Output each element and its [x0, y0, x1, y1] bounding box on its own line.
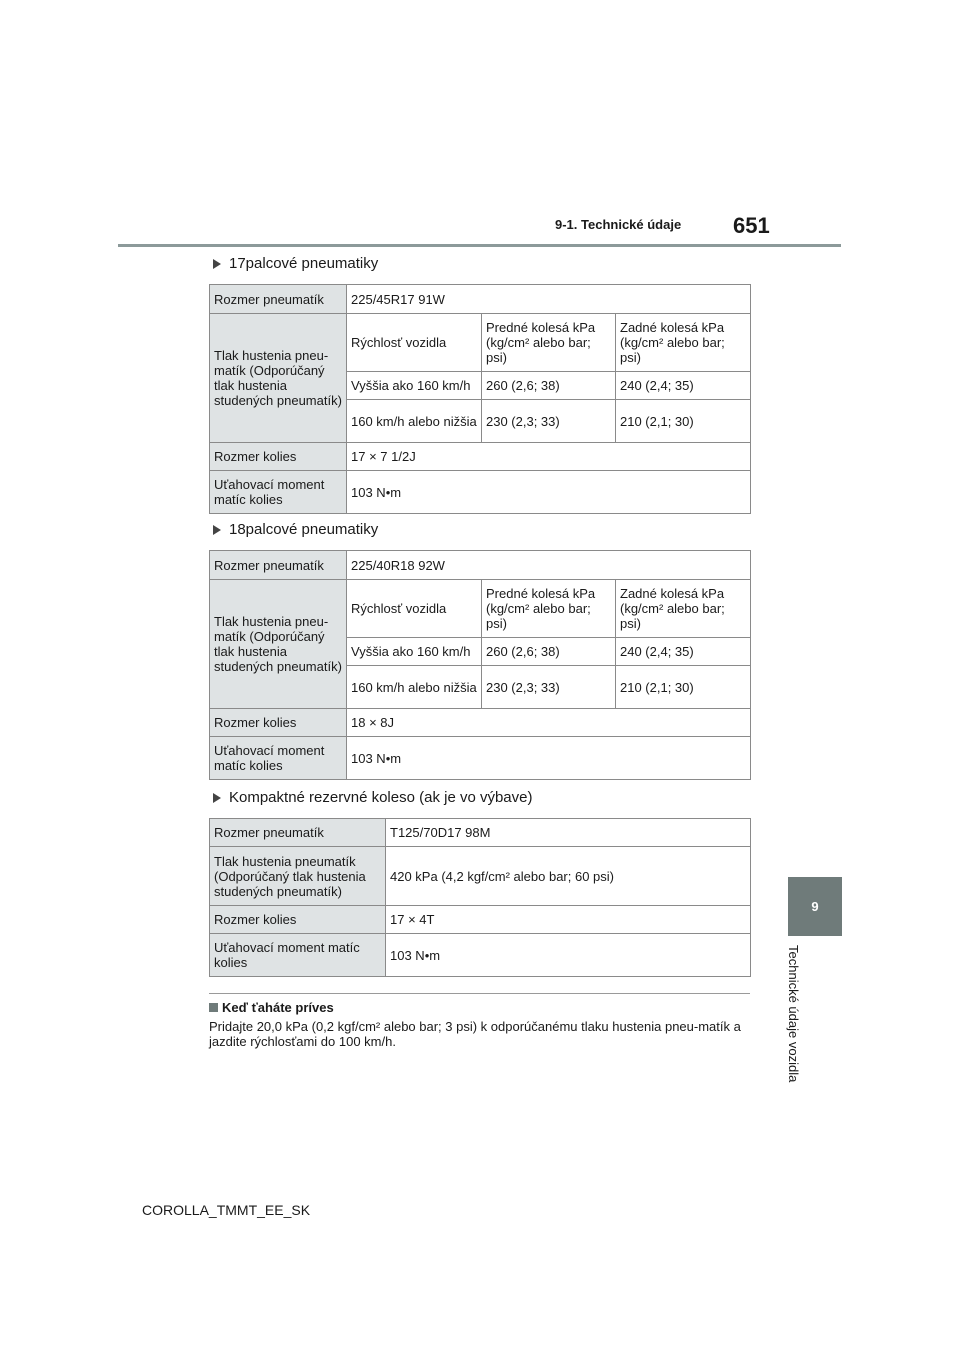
- row1-rear: 240 (2,4; 35): [616, 372, 751, 400]
- wheel-size-label: Rozmer kolies: [210, 443, 347, 471]
- wheel-size-label: Rozmer kolies: [210, 709, 347, 737]
- row2-speed: 160 km/h alebo nižšia: [347, 400, 482, 443]
- torque-label: Uťahovací moment matíc kolies: [210, 737, 347, 780]
- spec-table-17: [209, 284, 751, 514]
- triangle-bullet-icon: [213, 793, 221, 803]
- torque-label: Uťahovací moment matíc kolies: [210, 934, 386, 977]
- col-rear-header: Zadné kolesá kPa (kg/cm² alebo bar; psi): [616, 314, 751, 372]
- info-text: Pridajte 20,0 kPa (0,2 kgf/cm² alebo bar; 3 psi) k odporúčanému tlaku hustenia pneu-matík a jazdite rýchlosťami do 100 km/h.: [209, 1019, 741, 1049]
- row2-rear: 210 (2,1; 30): [616, 666, 751, 709]
- info-rule: [209, 993, 750, 994]
- header-rule: [118, 244, 841, 247]
- wheel-size-label: Rozmer kolies: [210, 906, 386, 934]
- col-speed-header: Rýchlosť vozidla: [347, 314, 482, 372]
- tire-size-value: 225/40R18 92W: [347, 551, 751, 580]
- torque-label: Uťahovací moment matíc kolies: [210, 471, 347, 514]
- tire-size-value: T125/70D17 98M: [386, 819, 751, 847]
- triangle-bullet-icon: [213, 525, 221, 535]
- section-heading-spare: [213, 789, 532, 806]
- section-heading-17: [213, 255, 378, 272]
- info-title-text: Keď ťaháte príves: [222, 1000, 334, 1015]
- section-heading-text: 18palcové pneumatiky: [229, 521, 379, 538]
- row2-front: 230 (2,3; 33): [482, 400, 616, 443]
- col-front-header: Predné kolesá kPa (kg/cm² alebo bar; psi): [482, 580, 616, 638]
- info-title: [209, 1000, 750, 1015]
- tire-size-label: Rozmer pneumatík: [210, 551, 347, 580]
- pressure-label: Tlak hustenia pneumatík (Odporúčaný tlak hustenia studených pneumatík): [210, 847, 386, 906]
- torque-value: 103 N•m: [347, 471, 751, 514]
- triangle-bullet-icon: [213, 259, 221, 269]
- pressure-label: Tlak hustenia pneu-matík (Odporúčaný tlak hustenia studených pneumatík): [210, 580, 347, 709]
- spec-table-spare: [209, 818, 751, 977]
- chapter-side-title-text: Technické údaje vozidla: [786, 945, 801, 1083]
- torque-value: 103 N•m: [347, 737, 751, 780]
- row2-rear: 210 (2,1; 30): [616, 400, 751, 443]
- col-speed-header: Rýchlosť vozidla: [347, 580, 482, 638]
- wheel-size-value: 18 × 8J: [347, 709, 751, 737]
- row2-speed: 160 km/h alebo nižšia: [347, 666, 482, 709]
- chapter-tab: 9: [788, 877, 842, 936]
- col-rear-header: Zadné kolesá kPa (kg/cm² alebo bar; psi): [616, 580, 751, 638]
- torque-value: 103 N•m: [386, 934, 751, 977]
- spec-table-18: [209, 550, 751, 780]
- row1-front: 260 (2,6; 38): [482, 638, 616, 666]
- row1-front: 260 (2,6; 38): [482, 372, 616, 400]
- section-heading-text: 17palcové pneumatiky: [229, 255, 379, 272]
- wheel-size-value: 17 × 7 1/2J: [347, 443, 751, 471]
- pressure-label: Tlak hustenia pneu-matík (Odporúčaný tlak hustenia studených pneumatík): [210, 314, 347, 443]
- row1-rear: 240 (2,4; 35): [616, 638, 751, 666]
- square-bullet-icon: [209, 1003, 218, 1012]
- row1-speed: Vyššia ako 160 km/h: [347, 372, 482, 400]
- row1-speed: Vyššia ako 160 km/h: [347, 638, 482, 666]
- section-heading-text: Kompaktné rezervné koleso (ak je vo výbave): [229, 789, 533, 806]
- tire-size-value: 225/45R17 91W: [347, 285, 751, 314]
- tire-size-label: Rozmer pneumatík: [210, 285, 347, 314]
- col-front-header: Predné kolesá kPa (kg/cm² alebo bar; psi): [482, 314, 616, 372]
- chapter-side-title: [783, 945, 805, 1110]
- info-box: [209, 993, 750, 1049]
- tire-size-label: Rozmer pneumatík: [210, 819, 386, 847]
- section-heading-18: [213, 521, 378, 538]
- pressure-value: 420 kPa (4,2 kgf/cm² alebo bar; 60 psi): [386, 847, 751, 906]
- footer-code: COROLLA_TMMT_EE_SK: [142, 1202, 311, 1218]
- wheel-size-value: 17 × 4T: [386, 906, 751, 934]
- page-number: 651: [733, 213, 770, 238]
- header-section-title: 9-1. Technické údaje: [555, 217, 682, 232]
- row2-front: 230 (2,3; 33): [482, 666, 616, 709]
